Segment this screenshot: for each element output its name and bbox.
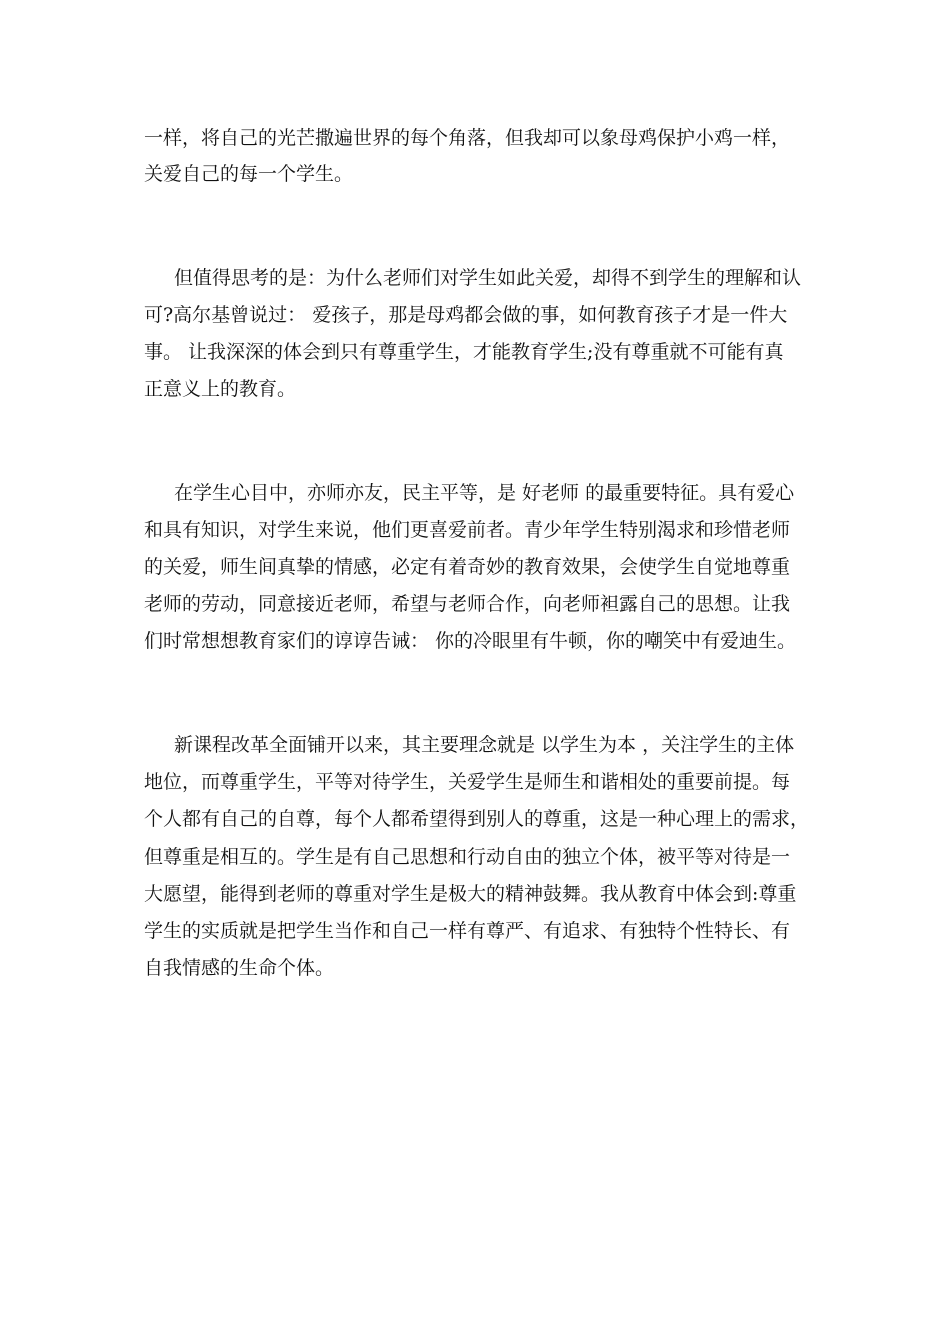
paragraph-4-line-3: 个人都有自己的自尊，每个人都希望得到别人的尊重，这是一种心理上的需求， (144, 808, 810, 830)
paragraph-1-line-2: 关爱自己的每一个学生。 (144, 163, 354, 185)
paragraph-2-line-3: 事。 让我深深的体会到只有尊重学生，才能教育学生;没有尊重就不可能有真 (144, 341, 784, 363)
paragraph-3-line-3: 的关爱，师生间真挚的情感，必定有着奇妙的教育效果，会使学生自觉地尊重 (144, 556, 791, 578)
paragraph-4-line-6: 学生的实质就是把学生当作和自己一样有尊严、有追求、有独特个性特长、有 (144, 920, 791, 942)
paragraph-3-line-5: 们时常想想教育家们的谆谆告诫： 你的冷眼里有牛顿，你的嘲笑中有爱迪生。 (144, 630, 797, 652)
paragraph-3-line-1: 在学生心目中，亦师亦友，民主平等，是 好老师 的最重要特征。具有爱心 (174, 482, 795, 504)
paragraph-4-line-4: 但尊重是相互的。学生是有自己思想和行动自由的独立个体，被平等对待是一 (144, 846, 791, 868)
paragraph-3-line-2: 和具有知识，对学生来说，他们更喜爱前者。青少年学生特别渴求和珍惜老师 (144, 519, 791, 541)
paragraph-4-line-1: 新课程改革全面铺开以来，其主要理念就是 以学生为本 ，关注学生的主体 (174, 734, 795, 756)
paragraph-2-line-2: 可?高尔基曾说过： 爱孩子，那是母鸡都会做的事，如何教育孩子才是一件大 (144, 304, 788, 326)
paragraph-4-line-7: 自我情感的生命个体。 (144, 957, 335, 979)
paragraph-3-line-4: 老师的劳动，同意接近老师，希望与老师合作，向老师袒露自己的思想。让我 (144, 593, 791, 615)
paragraph-1-line-1: 一样，将自己的光芒撒遍世界的每个角落，但我却可以象母鸡保护小鸡一样， (144, 127, 791, 149)
paragraph-2-line-4: 正意义上的教育。 (144, 378, 297, 400)
paragraph-4-line-5: 大愿望，能得到老师的尊重对学生是极大的精神鼓舞。我从教育中体会到:尊重 (144, 883, 797, 905)
paragraph-2-line-1: 但值得思考的是：为什么老师们对学生如此关爱，却得不到学生的理解和认 (174, 267, 802, 289)
paragraph-4-line-2: 地位，而尊重学生，平等对待学生，关爱学生是师生和谐相处的重要前提。每 (144, 771, 791, 793)
